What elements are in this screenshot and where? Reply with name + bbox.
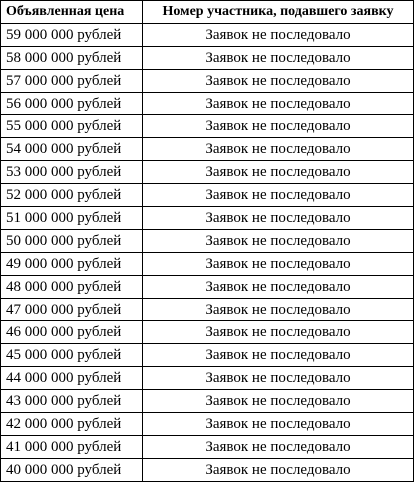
table-row: [1, 252, 414, 275]
table-row: [1, 23, 414, 46]
header-row: [1, 1, 414, 24]
cell-announced-price: 46 000 000 рублей: [1, 321, 143, 344]
table-row: [1, 275, 414, 298]
cell-participant: Заявок не последовало: [143, 115, 414, 138]
cell-announced-price: 58 000 000 рублей: [1, 46, 143, 69]
cell-announced-price: 42 000 000 рублей: [1, 413, 143, 436]
cell-announced-price: 54 000 000 рублей: [1, 138, 143, 161]
cell-participant: Заявок не последовало: [143, 184, 414, 207]
cell-participant: Заявок не последовало: [143, 413, 414, 436]
cell-announced-price: 48 000 000 рублей: [1, 275, 143, 298]
table-row: [1, 367, 414, 390]
table-row: [1, 435, 414, 458]
cell-participant: Заявок не последовало: [143, 138, 414, 161]
cell-participant: Заявок не последовало: [143, 229, 414, 252]
cell-participant: Заявок не последовало: [143, 321, 414, 344]
cell-participant: Заявок не последовало: [143, 390, 414, 413]
cell-participant: Заявок не последовало: [143, 344, 414, 367]
cell-announced-price: 40 000 000 рублей: [1, 458, 143, 481]
table-row: [1, 69, 414, 92]
table-row: [1, 321, 414, 344]
cell-announced-price: 50 000 000 рублей: [1, 229, 143, 252]
table-row: [1, 390, 414, 413]
cell-participant: Заявок не последовало: [143, 161, 414, 184]
cell-participant: Заявок не последовало: [143, 458, 414, 481]
cell-participant: Заявок не последовало: [143, 367, 414, 390]
cell-announced-price: 41 000 000 рублей: [1, 435, 143, 458]
cell-announced-price: 44 000 000 рублей: [1, 367, 143, 390]
table-row: [1, 115, 414, 138]
cell-announced-price: 43 000 000 рублей: [1, 390, 143, 413]
cell-announced-price: 56 000 000 рублей: [1, 92, 143, 115]
cell-announced-price: 47 000 000 рублей: [1, 298, 143, 321]
table-row: [1, 229, 414, 252]
cell-announced-price: 49 000 000 рублей: [1, 252, 143, 275]
cell-participant: Заявок не последовало: [143, 298, 414, 321]
header-participant-number: Номер участника, подавшего заявку: [143, 1, 414, 24]
table-row: [1, 184, 414, 207]
cell-announced-price: 45 000 000 рублей: [1, 344, 143, 367]
cell-announced-price: 55 000 000 рублей: [1, 115, 143, 138]
cell-participant: Заявок не последовало: [143, 23, 414, 46]
cell-announced-price: 59 000 000 рублей: [1, 23, 143, 46]
table-row: [1, 46, 414, 69]
cell-participant: Заявок не последовало: [143, 252, 414, 275]
table-body: [1, 23, 414, 481]
cell-participant: Заявок не последовало: [143, 46, 414, 69]
cell-participant: Заявок не последовало: [143, 69, 414, 92]
table-row: [1, 138, 414, 161]
table-row: [1, 298, 414, 321]
cell-announced-price: 53 000 000 рублей: [1, 161, 143, 184]
table-row: [1, 344, 414, 367]
cell-announced-price: 52 000 000 рублей: [1, 184, 143, 207]
cell-participant: Заявок не последовало: [143, 92, 414, 115]
cell-participant: Заявок не последовало: [143, 275, 414, 298]
table-row: [1, 458, 414, 481]
cell-announced-price: 57 000 000 рублей: [1, 69, 143, 92]
cell-announced-price: 51 000 000 рублей: [1, 207, 143, 230]
table-header: [1, 1, 414, 24]
table-row: [1, 413, 414, 436]
table-row: [1, 207, 414, 230]
cell-participant: Заявок не последовало: [143, 435, 414, 458]
header-announced-price: Объявленная цена: [1, 1, 143, 24]
cell-participant: Заявок не последовало: [143, 207, 414, 230]
table-row: [1, 92, 414, 115]
table-row: [1, 161, 414, 184]
